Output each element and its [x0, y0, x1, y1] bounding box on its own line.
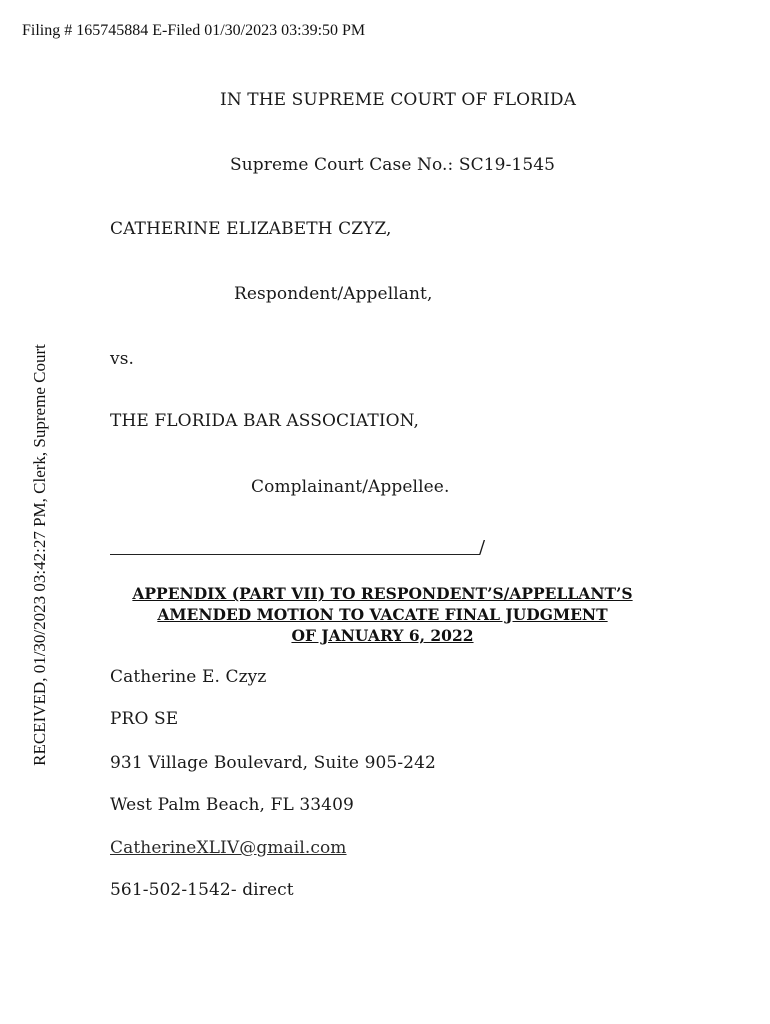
contact-status: PRO SE	[110, 709, 179, 729]
respondent-role: Respondent/Appellant,	[234, 284, 433, 304]
document-title	[100, 583, 665, 646]
contact-phone: 561-502-1542- direct	[110, 880, 294, 900]
caption-divider-slash: /	[479, 537, 486, 558]
court-title: IN THE SUPREME COURT OF FLORIDA	[220, 90, 577, 110]
contact-city-state-zip: West Palm Beach, FL 33409	[110, 795, 354, 815]
complainant-name: THE FLORIDA BAR ASSOCIATION,	[110, 411, 420, 431]
document-title-line-1: APPENDIX (PART VII) TO RESPONDENT’S/APPELLANT’S	[132, 584, 633, 603]
caption-divider-line	[110, 554, 480, 555]
document-title-line-2: AMENDED MOTION TO VACATE FINAL JUDGMENT	[157, 605, 608, 624]
received-stamp: RECEIVED, 01/30/2023 03:42:27 PM, Clerk, Supreme Court	[30, 344, 49, 766]
contact-address: 931 Village Boulevard, Suite 905-242	[110, 753, 436, 773]
contact-email-link[interactable]: CatherineXLIV@gmail.com	[110, 838, 347, 858]
filing-header: Filing # 165745884 E-Filed 01/30/2023 03:39:50 PM	[22, 22, 366, 39]
case-number: Supreme Court Case No.: SC19-1545	[230, 155, 556, 175]
document-title-line-3: OF JANUARY 6, 2022	[291, 626, 474, 645]
complainant-role: Complainant/Appellee.	[251, 477, 450, 497]
respondent-name: CATHERINE ELIZABETH CZYZ,	[110, 219, 392, 239]
versus: vs.	[110, 349, 135, 369]
contact-name: Catherine E. Czyz	[110, 667, 267, 687]
